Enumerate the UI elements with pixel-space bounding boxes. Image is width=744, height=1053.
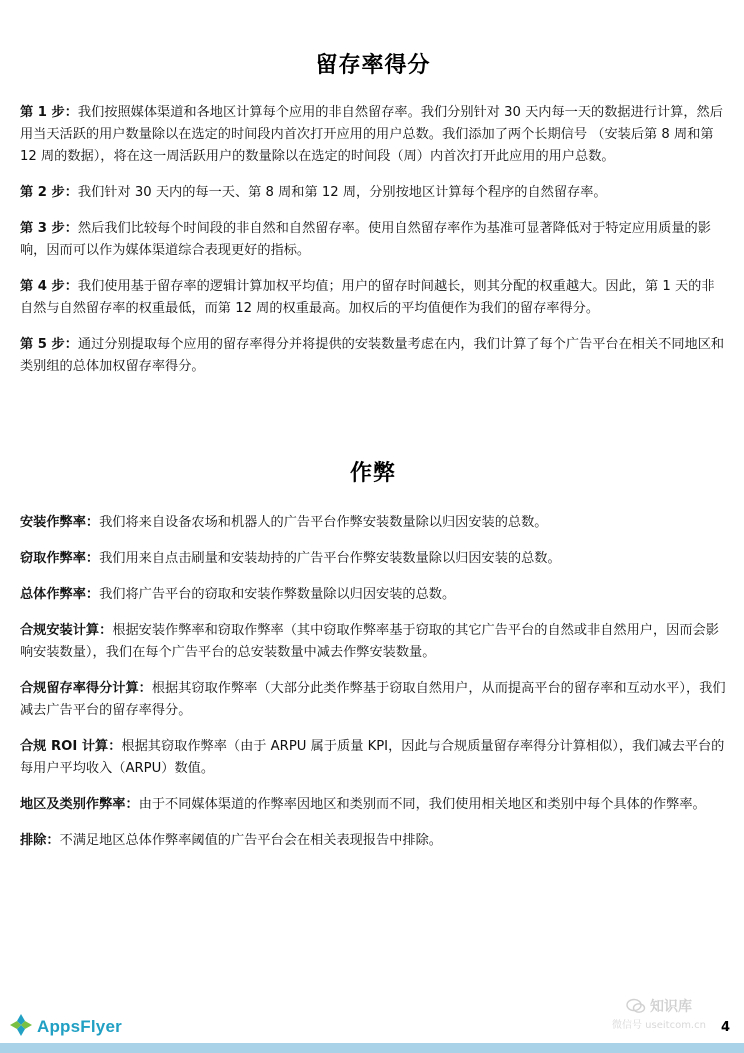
appsflyer-leaf-icon [8,1012,34,1042]
watermark [612,996,732,1030]
fraud-item-clean-install [20,620,726,664]
page-number: 4 [720,1020,730,1035]
item-text: 根据其窃取作弊率（大部分此类作弊基于窃取自然用户，从而提高平台的留存率和互动水平），我们减去广告平台的留存率得分。 [20,681,726,718]
logo-text: AppsFlyer [37,1017,122,1036]
fraud-item-theft-fraud-rate [20,548,726,570]
item-label: 地区及类别作弊率： [20,797,139,812]
step-text: 我们使用基于留存率的逻辑计算加权平均值；用户的留存时间越长，则其分配的权重越大。因此，第 1 天的非自然与自然留存率的权重最低，而第 12 周的权重最高。加权后的平均值便作为我们的留存率得分。 [20,279,715,316]
wechat-icon [626,998,646,1018]
item-label: 窃取作弊率： [20,551,100,566]
retention-step-2 [20,182,726,204]
retention-step-1 [20,102,726,168]
retention-step-3 [20,218,726,262]
step-label: 第 4 步： [20,279,78,294]
watermark-sub: 微信号 useitcom.cn [612,1020,706,1031]
step-text: 我们按照媒体渠道和各地区计算每个应用的非自然留存率。我们分别针对 30 天内每一天的数据进行计算，然后用当天活跃的用户数量除以在选定的时间段内首次打开应用的用户总数。我们添加了两个长期信号 （安装后第 8 周和第 12 周的数据），将在这一周活跃用户的数量除以在选定的时间段（周）内首次打开此应用的用户总数。 [20,105,723,164]
step-text: 我们针对 30 天内的每一天、第 8 周和第 12 周，分别按地区计算每个程序的自然留存率。 [77,185,607,200]
item-label: 安装作弊率： [20,515,100,530]
step-label: 第 5 步： [20,337,78,352]
item-text: 我们用来自点击刷量和安装劫持的广告平台作弊安装数量除以归因安装的总数。 [99,551,561,566]
item-text: 根据其窃取作弊率（由于 ARPU 属于质量 KPI，因此与合规质量留存率得分计算相似），我们减去平台的每用户平均收入（ARPU）数值。 [20,739,725,776]
watermark-name: 知识库 [650,999,692,1015]
heading-retention-score: 留存率得分 [315,53,431,78]
item-text: 不满足地区总体作弊率阈值的广告平台会在相关表现报告中排除。 [59,833,442,848]
step-text: 通过分别提取每个应用的留存率得分并将提供的安装数量考虑在内，我们计算了每个广告平台在相关不同地区和类别组的总体加权留存率得分。 [20,337,725,374]
item-label: 合规 ROI 计算： [20,739,122,754]
retention-step-4 [20,276,726,320]
item-text: 我们将广告平台的窃取和安装作弊数量除以归因安装的总数。 [99,587,456,602]
heading-fraud: 作弊 [349,461,396,486]
retention-step-5 [20,334,726,378]
fraud-item-clean-retention [20,678,726,722]
fraud-item-clean-roi [20,736,726,780]
item-label: 总体作弊率： [20,587,100,602]
step-label: 第 2 步： [20,185,78,200]
retention-steps [20,102,726,392]
footer-bar [0,1043,744,1053]
item-text: 由于不同媒体渠道的作弊率因地区和类别而不同，我们使用相关地区和类别中每个具体的作弊率。 [138,797,706,812]
fraud-item-total-fraud-rate [20,584,726,606]
item-label: 合规安装计算： [20,623,113,638]
item-text: 我们将来自设备农场和机器人的广告平台作弊安装数量除以归因安装的总数。 [99,515,548,530]
step-label: 第 1 步： [20,105,78,120]
fraud-definitions [20,512,726,866]
item-text: 根据安装作弊率和窃取作弊率（其中窃取作弊率基于窃取的其它广告平台的自然或非自然用户，因而会影响安装数量），我们在每个广告平台的总安装数量中减去作弊安装数量。 [20,623,719,660]
step-text: 然后我们比较每个时间段的非自然和自然留存率。使用自然留存率作为基准可显著降低对于特定应用质量的影响，因而可以作为媒体渠道综合表现更好的指标。 [20,221,711,258]
appsflyer-logo [8,1012,122,1042]
fraud-item-exclusion [20,830,726,852]
step-label: 第 3 步： [20,221,78,236]
fraud-item-install-fraud-rate [20,512,726,534]
item-label: 排除： [20,833,60,848]
fraud-item-region-category [20,794,726,816]
item-label: 合规留存率得分计算： [20,681,152,696]
